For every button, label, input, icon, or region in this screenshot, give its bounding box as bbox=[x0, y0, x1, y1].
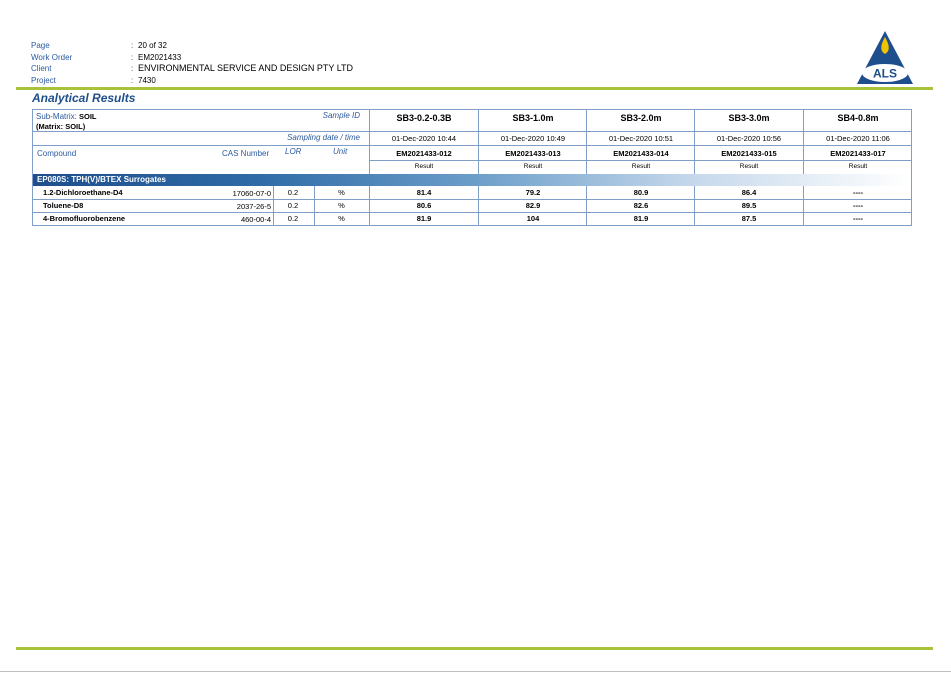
result-value: ---- bbox=[853, 188, 863, 197]
sub-matrix-label: Sub-Matrix: bbox=[36, 112, 77, 121]
result-value: 82.6 bbox=[633, 201, 649, 210]
result-value: 81.4 bbox=[416, 188, 432, 197]
compound-header: Compound bbox=[37, 149, 77, 158]
unit-value: % bbox=[338, 214, 345, 223]
lor-value: 0.2 bbox=[287, 201, 299, 210]
result-value: 79.2 bbox=[525, 188, 541, 197]
result-value: 104 bbox=[526, 214, 540, 223]
compound-name: 4-Bromofluorobenzene bbox=[43, 214, 126, 223]
client-colon: : bbox=[131, 64, 134, 74]
result-value: ---- bbox=[853, 214, 863, 223]
lor-header: LOR bbox=[285, 147, 302, 156]
result-value: 89.5 bbox=[741, 201, 757, 210]
result-label: Result bbox=[523, 163, 543, 170]
lab-sample-id: EM2021433-012 bbox=[396, 149, 452, 158]
client-label: Client bbox=[31, 64, 52, 74]
lor-value: 0.2 bbox=[287, 214, 299, 223]
result-value: 80.6 bbox=[416, 201, 432, 210]
report-header bbox=[31, 40, 353, 87]
results-table bbox=[32, 109, 912, 226]
cas-number: 460-00-4 bbox=[240, 215, 271, 224]
sub-matrix-value: SOIL bbox=[79, 112, 97, 121]
sample-id: SB3-1.0m bbox=[512, 113, 554, 123]
sample-date: 01-Dec-2020 11:06 bbox=[826, 134, 890, 143]
page-colon: : bbox=[131, 41, 134, 50]
lor-value: 0.2 bbox=[287, 188, 299, 197]
footer-rule bbox=[16, 647, 933, 650]
result-label: Result bbox=[739, 163, 759, 170]
result-value: 82.9 bbox=[525, 201, 541, 210]
grid-line bbox=[369, 160, 911, 161]
work-order-value: EM2021433 bbox=[138, 52, 182, 62]
result-value: 81.9 bbox=[633, 214, 649, 223]
lab-sample-id: EM2021433-017 bbox=[830, 149, 886, 158]
sample-id-label: Sample ID bbox=[322, 111, 360, 120]
sample-date: 01-Dec-2020 10:44 bbox=[391, 134, 457, 143]
sample-id: SB3-3.0m bbox=[728, 113, 770, 123]
project-value: 7430 bbox=[138, 76, 156, 86]
unit-header: Unit bbox=[333, 147, 348, 156]
work-order-row bbox=[31, 52, 353, 64]
page-label: Page bbox=[31, 41, 50, 50]
work-order-label: Work Order bbox=[31, 52, 73, 62]
result-label: Result bbox=[414, 163, 434, 170]
matrix-info bbox=[36, 112, 97, 132]
matrix-value: SOIL) bbox=[65, 122, 86, 131]
header-rule bbox=[16, 87, 933, 90]
page-row bbox=[31, 40, 353, 52]
project-row bbox=[31, 75, 353, 87]
result-value: 80.9 bbox=[633, 188, 649, 197]
result-value: 87.5 bbox=[741, 214, 757, 223]
result-value: 86.4 bbox=[741, 188, 757, 197]
compound-name: Toluene-D8 bbox=[43, 201, 84, 210]
result-value: ---- bbox=[853, 201, 863, 210]
cas-number: 17060-07-0 bbox=[232, 189, 271, 198]
grid-line bbox=[33, 145, 911, 146]
sample-date: 01-Dec-2020 10:56 bbox=[716, 134, 782, 143]
lab-sample-id: EM2021433-014 bbox=[613, 149, 669, 158]
unit-value: % bbox=[338, 188, 345, 197]
sample-date: 01-Dec-2020 10:49 bbox=[500, 134, 566, 143]
sample-id: SB3-0.2-0.3B bbox=[396, 113, 452, 123]
lab-sample-id: EM2021433-013 bbox=[505, 149, 561, 158]
matrix-label: (Matrix: bbox=[36, 122, 64, 131]
project-label: Project bbox=[31, 76, 56, 86]
result-value: 81.9 bbox=[416, 214, 432, 223]
sample-id: SB4-0.8m bbox=[837, 113, 879, 123]
section-title: EP080S: TPH(V)/BTEX Surrogates bbox=[37, 175, 166, 184]
sample-date: 01-Dec-2020 10:51 bbox=[608, 134, 674, 143]
page-value: 20 of 32 bbox=[138, 41, 167, 50]
result-label: Result bbox=[631, 163, 651, 170]
client-row bbox=[31, 63, 353, 75]
project-colon: : bbox=[131, 76, 134, 86]
lab-sample-id: EM2021433-015 bbox=[721, 149, 777, 158]
result-label: Result bbox=[848, 163, 868, 170]
als-logo bbox=[855, 29, 915, 87]
unit-value: % bbox=[338, 201, 345, 210]
logo-text: ALS bbox=[873, 66, 897, 81]
cas-header: CAS Number bbox=[222, 149, 270, 158]
grid-line bbox=[33, 199, 911, 200]
grid-line bbox=[33, 212, 911, 213]
page-title: Analytical Results bbox=[32, 91, 136, 105]
work-order-colon: : bbox=[131, 52, 134, 62]
client-value: ENVIRONMENTAL SERVICE AND DESIGN PTY LTD bbox=[138, 63, 354, 74]
sample-id: SB3-2.0m bbox=[620, 113, 662, 123]
section-header bbox=[33, 174, 911, 186]
page-edge-line bbox=[0, 671, 951, 672]
grid-line bbox=[33, 131, 911, 132]
compound-name: 1.2-Dichloroethane-D4 bbox=[43, 188, 123, 197]
cas-number: 2037-26-5 bbox=[236, 202, 271, 211]
sampling-date-label: Sampling date / time bbox=[287, 133, 360, 142]
